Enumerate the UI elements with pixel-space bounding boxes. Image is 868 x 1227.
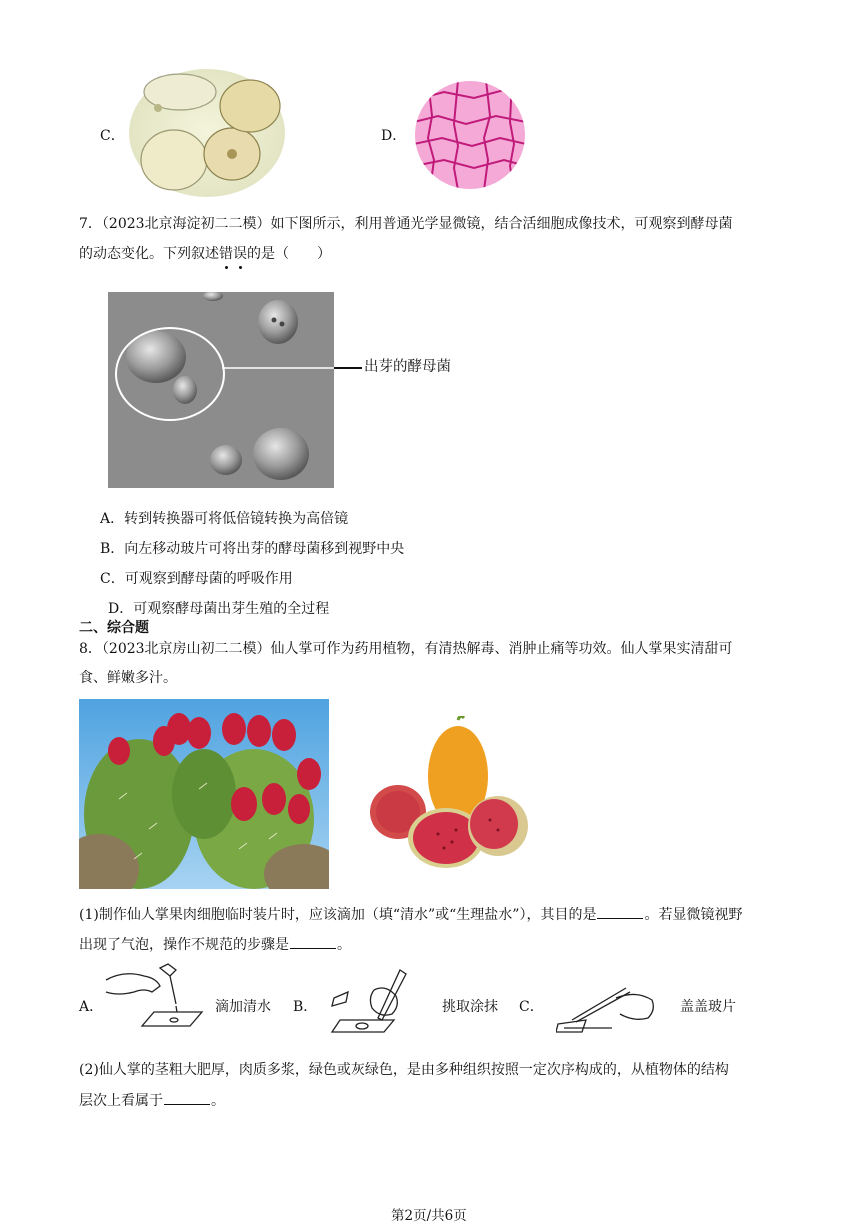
step-a-label: 滴加清水 xyxy=(215,999,271,1015)
q8-sub1-text-d: 。 xyxy=(337,937,351,953)
page-number: 第2页/共6页 xyxy=(391,1208,467,1224)
q8-stem-line1: 8．（2023北京房山初二二模）仙人掌可作为药用植物，有清热解毒、消肿止痛等功效。仙人掌果实清甜可 xyxy=(79,641,733,657)
q8-sub1-text-a: (1)制作仙人掌果肉细胞临时装片时，应该滴加（填“清水”或“生理盐水”），其目的是 xyxy=(79,907,597,923)
toothpick-smear-icon xyxy=(330,966,416,1036)
q8-sub2-line1: (2)仙人掌的茎粗大肥厚，肉质多浆，绿色或灰绿色，是由多种组织按照一定次序构成的，从植物体的结构 xyxy=(79,1062,729,1078)
q7-option-a: A．转到转换器可将低倍镜转换为高倍镜 xyxy=(100,511,349,527)
yeast-micrograph xyxy=(108,292,334,488)
step-c-label: 盖盖玻片 xyxy=(680,999,736,1015)
onion-cells-micrograph xyxy=(128,68,286,198)
option-c-label: C． xyxy=(100,128,125,144)
q8-sub2-text-b: 层次上看属于 xyxy=(79,1093,163,1109)
dropper-icon xyxy=(104,962,208,1032)
q8-sub2-line2 xyxy=(79,1090,225,1111)
q7-option-b: B．向左移动玻片可将出芽的酵母菌移到视野中央 xyxy=(100,541,405,557)
answer-blank-level[interactable] xyxy=(164,1090,210,1105)
answer-blank-purpose[interactable] xyxy=(597,904,643,919)
cactus-photo xyxy=(79,699,329,889)
forceps-coverslip-icon xyxy=(556,976,660,1034)
q7-stem-line1: 7．（2023北京海淀初二二模）如下图所示，利用普通光学显微镜，结合活细胞成像技术，可观察到酵母菌 xyxy=(79,216,733,232)
cactus-fruit-photo xyxy=(366,716,536,876)
q7-option-d: D．可观察酵母菌出芽生殖的全过程 xyxy=(108,601,330,617)
q7-stem-emphasis xyxy=(219,246,247,262)
q7-stem-line2 xyxy=(79,244,331,264)
q8-sub1-text-c: 出现了气泡，操作不规范的步骤是 xyxy=(79,937,289,953)
q7-stem-post: 的是（ ） xyxy=(247,246,331,262)
stained-cells-micrograph xyxy=(414,80,526,190)
step-c-letter: C． xyxy=(519,999,544,1015)
step-a-letter: A． xyxy=(79,999,104,1015)
section-heading: 二、综合题 xyxy=(79,620,149,636)
q8-stem-line2: 食、鲜嫩多汁。 xyxy=(79,670,177,686)
q8-sub1-text-b: 。若显微镜视野 xyxy=(644,907,743,923)
step-b-letter: B． xyxy=(293,999,318,1015)
step-b-label: 挑取涂抹 xyxy=(442,999,498,1015)
budding-yeast-label: 出芽的酵母菌 xyxy=(364,359,451,375)
q7-option-c: C．可观察到酵母菌的呼吸作用 xyxy=(100,571,293,587)
figure-pointer-line xyxy=(334,367,362,369)
answer-blank-step[interactable] xyxy=(290,934,336,949)
option-d-label: D． xyxy=(381,128,407,144)
q8-sub1-line1 xyxy=(79,904,742,925)
q7-emphasis-text: 错误 xyxy=(219,246,247,262)
q8-sub1-line2 xyxy=(79,934,351,955)
q8-sub2-text-c: 。 xyxy=(211,1093,225,1109)
q7-stem-pre: 的动态变化。下列叙述 xyxy=(79,246,219,262)
